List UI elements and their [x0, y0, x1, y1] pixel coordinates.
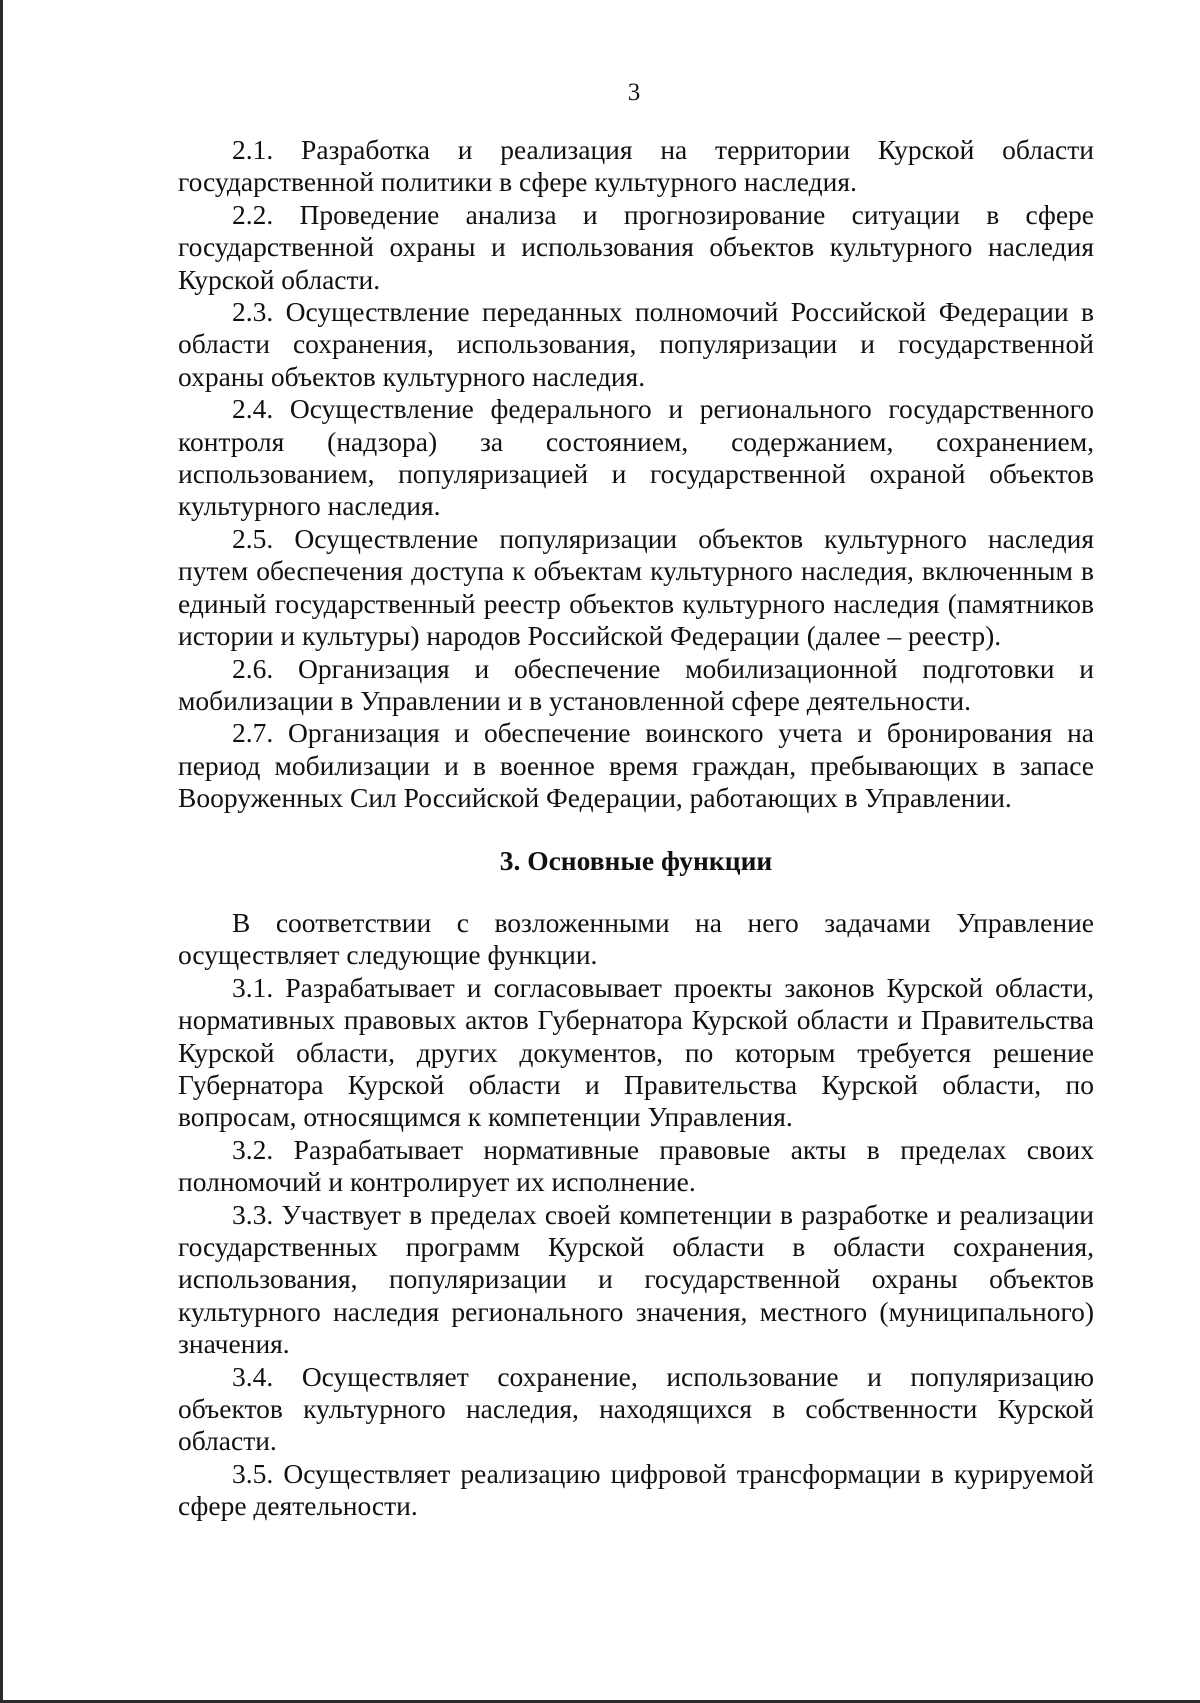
- scan-edge-left: [0, 0, 3, 1703]
- document-body: [178, 134, 1094, 1523]
- spacer: [178, 877, 1094, 907]
- section-heading: 3. Основные функции: [499, 844, 773, 876]
- paragraph-2-3: 2.3. Осуществление переданных полномочий Российской Федерации в области сохранения, использования, популяризации и государственной охраны объектов культурного наследия.: [178, 296, 1094, 392]
- paragraph-3-5: 3.5. Осуществляет реализацию цифровой трансформации в курируемой сфере деятельности.: [178, 1457, 1094, 1522]
- paragraph-3-1: 3.1. Разрабатывает и согласовывает проекты законов Курской области, нормативных правовых актов Губернатора Курской области и Правительства Курской области, других документов, по которым требуется решение Губернатора Курской области и Правительства Курской области, по вопросам, относящимся к компетенции Управления.: [178, 971, 1094, 1133]
- paragraph-3-3: 3.3. Участвует в пределах своей компетенции в разработке и реализации государственных программ Курской области в области сохранения, использования, популяризации и государственной охраны объектов культурного наследия регионального значения, местного (муниципального) значения.: [178, 1198, 1094, 1360]
- page-number: 3: [627, 79, 641, 106]
- paragraph-2-5: 2.5. Осуществление популяризации объектов культурного наследия путем обеспечения доступа к объектам культурного наследия, включенным в единый государственный реестр объектов культурного наследия (памятников истории и культуры) народов Российской Федерации (далее – реестр).: [178, 522, 1094, 652]
- paragraph-3-intro: В соответствии с возложенными на него задачами Управление осуществляет следующие функции.: [178, 906, 1094, 971]
- paragraph-2-7: 2.7. Организация и обеспечение воинского учета и бронирования на период мобилизации и в военное время граждан, пребывающих в запасе Вооруженных Сил Российской Федерации, работающих в Управлении.: [178, 717, 1094, 814]
- paragraph-2-4: 2.4. Осуществление федерального и регионального государственного контроля (надзора) за состоянием, содержанием, сохранением, использованием, популяризацией и государственной охраной объектов культурного наследия.: [178, 393, 1094, 522]
- paragraph-3-2: 3.2. Разрабатывает нормативные правовые акты в пределах своих полномочий и контролирует их исполнение.: [178, 1133, 1094, 1198]
- paragraph-2-1: 2.1. Разработка и реализация на территории Курской области государственной политики в сфере культурного наследия.: [178, 134, 1094, 198]
- spacer: [178, 815, 1094, 845]
- paragraph-3-4: 3.4. Осуществляет сохранение, использование и популяризацию объектов культурного наследия, находящихся в собственности Курской области.: [178, 1360, 1094, 1457]
- paragraph-2-6: 2.6. Организация и обеспечение мобилизационной подготовки и мобилизации в Управлении и в установленной сфере деятельности.: [178, 652, 1094, 716]
- paragraph-2-2: 2.2. Проведение анализа и прогнозирование ситуации в сфере государственной охраны и использования объектов культурного наследия Курской области.: [178, 198, 1094, 295]
